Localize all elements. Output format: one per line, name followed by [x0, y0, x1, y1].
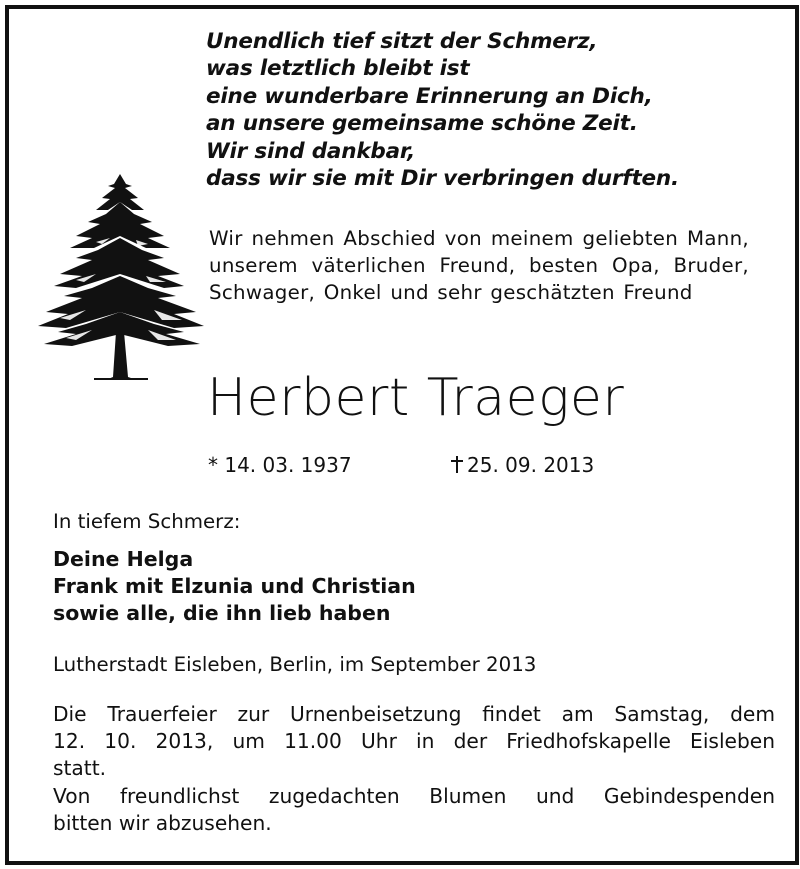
mourner: Frank mit Elzunia und Christian: [53, 574, 416, 598]
poem-line: dass wir sie mit Dir verbringen durften.: [206, 166, 679, 192]
death-date-line: [451, 453, 594, 477]
service-line: Die Trauerfeier zur Urnenbeisetzung findet am Samstag, dem: [53, 702, 775, 726]
poem-line: Wir sind dankbar,: [206, 138, 416, 164]
poem-line: an unsere gemeinsame schöne Zeit.: [206, 111, 638, 137]
poem-line: eine wunderbare Erinnerung an Dich,: [206, 83, 653, 109]
death-date: 25. 09. 2013: [467, 453, 595, 477]
place-date: Lutherstadt Eisleben, Berlin, im September 2013: [53, 653, 537, 676]
sorrow-label: In tiefem Schmerz:: [53, 510, 241, 533]
poem: [206, 28, 766, 192]
service-line: 12. 10. 2013, um 11.00 Uhr in der Friedhofskapelle Eisleben: [53, 729, 775, 754]
deceased-name: Herbert Traeger: [207, 368, 625, 428]
mourner: Deine Helga: [53, 547, 194, 571]
service-line: bitten wir abzusehen.: [53, 810, 272, 835]
farewell-text: Wir nehmen Abschied von meinem geliebten Mann, unserem väterlichen Freund, besten Opa, Bruder, Schwager, Onkel und sehr geschätzten Freund: [209, 227, 749, 304]
service-line: Von freundlichst zugedachten Blumen und Gebindespenden: [53, 783, 775, 808]
cross-icon: [451, 456, 463, 473]
service-notice: [53, 701, 775, 837]
fir-tree-icon: [36, 172, 208, 382]
poem-line: Unendlich tief sitzt der Schmerz,: [206, 29, 598, 54]
mourners-list: [53, 546, 416, 627]
service-line: statt.: [53, 756, 107, 781]
birth-date: * 14. 03. 1937: [208, 453, 352, 477]
mourner: sowie alle, die ihn lieb haben: [53, 601, 391, 625]
poem-line: was letztlich bleibt ist: [206, 56, 470, 82]
